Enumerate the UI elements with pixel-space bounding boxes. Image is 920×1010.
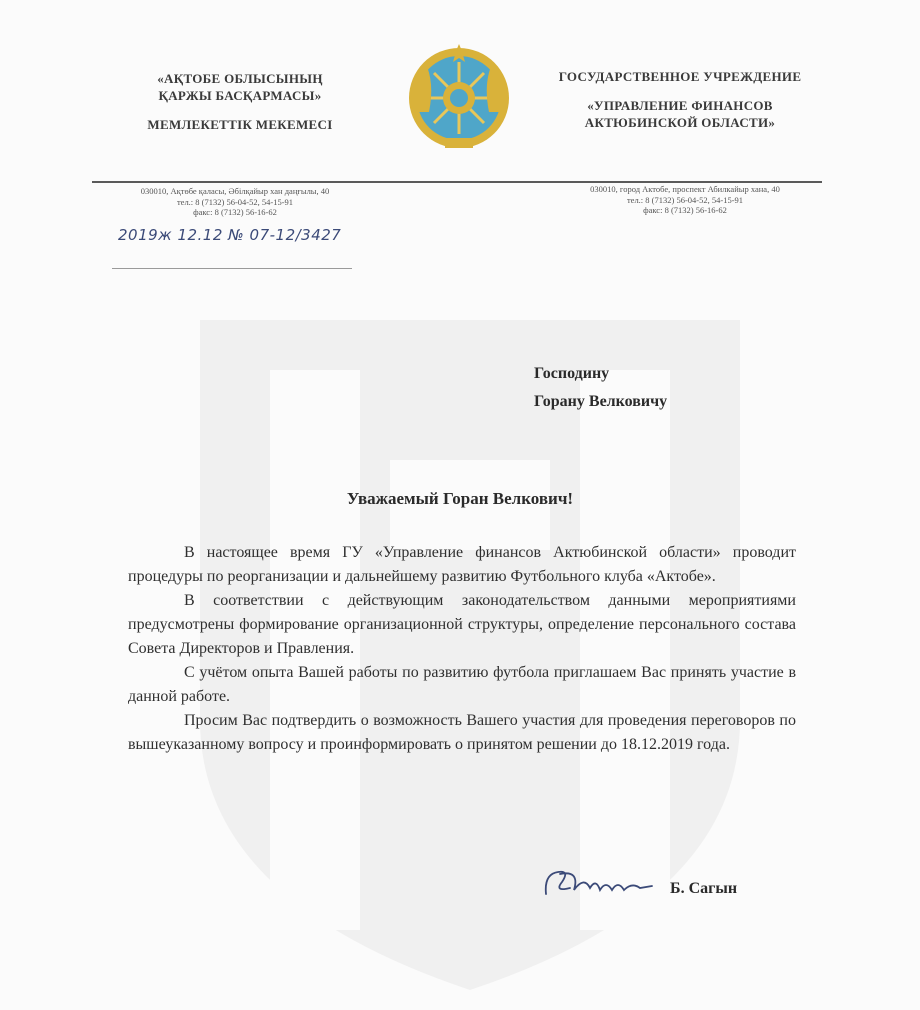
- address-left-line3: факс: 8 (7132) 56-16-62: [193, 207, 277, 217]
- registration-underline: [112, 268, 352, 269]
- header-left-line2: ҚАРЖЫ БАСҚАРМАСЫ»: [158, 88, 322, 103]
- address-kazakh: [90, 186, 380, 218]
- header-left-line3: МЕМЛЕКЕТТІК МЕКЕМЕСІ: [147, 117, 333, 132]
- body-paragraph-2: В соответствии с действующим законодательством данными мероприятиями предусмотрены формирование организационной структуры, определение персонального состава Совета Директоров и Правления.: [128, 592, 796, 657]
- header-right-line3: АКТЮБИНСКОЙ ОБЛАСТИ»: [584, 115, 776, 130]
- letter-body: [128, 541, 796, 757]
- address-left-line1: 030010, Ақтөбе қаласы, Әбілқайыр хан даңғылы, 40: [140, 186, 330, 196]
- addressee-block: [534, 360, 834, 416]
- body-paragraph-3: С учётом опыта Вашей работы по развитию футбола приглашаем Вас принять участие в данной работе.: [128, 664, 796, 705]
- signer-name: Б. Сагын: [670, 880, 738, 897]
- header-divider: [92, 181, 822, 183]
- salutation: Уважаемый Горан Велкович!: [346, 489, 574, 508]
- header-right-line1: ГОСУДАРСТВЕННОЕ УЧРЕЖДЕНИЕ: [558, 69, 802, 84]
- handwritten-signature: [540, 864, 658, 904]
- address-right-line3: факс: 8 (7132) 56-16-62: [643, 205, 727, 215]
- addressee-title: Господину: [534, 365, 610, 382]
- header-kazakh: [120, 70, 360, 133]
- state-emblem-icon: [405, 42, 513, 154]
- registration-number: 2019ж 12.12 № 07-12/3427: [118, 226, 342, 244]
- address-russian: [540, 184, 830, 216]
- header-left-line1: «АҚТОБЕ ОБЛЫСЫНЫҢ: [157, 71, 323, 86]
- address-right-line2: тел.: 8 (7132) 56-04-52, 54-15-91: [626, 194, 744, 205]
- address-right-line1: 030010, город Актобе, проспект Абилкайыр хана, 40: [590, 184, 780, 194]
- address-left-line2: тел.: 8 (7132) 56-04-52, 54-15-91: [176, 196, 294, 207]
- header-russian: [540, 68, 820, 131]
- addressee-name: Горану Велковичу: [534, 393, 668, 410]
- body-paragraph-1: В настоящее время ГУ «Управление финансов Актюбинской области» проводит процедуры по реорганизации и дальнейшему развитию Футбольного клуба «Актобе».: [128, 544, 796, 585]
- header-right-line2: «УПРАВЛЕНИЕ ФИНАНСОВ: [587, 98, 773, 113]
- body-paragraph-4: Просим Вас подтвердить о возможность Вашего участия для проведения переговоров по вышеуказанному вопросу и проинформировать о принятом решении до 18.12.2019 года.: [128, 712, 796, 753]
